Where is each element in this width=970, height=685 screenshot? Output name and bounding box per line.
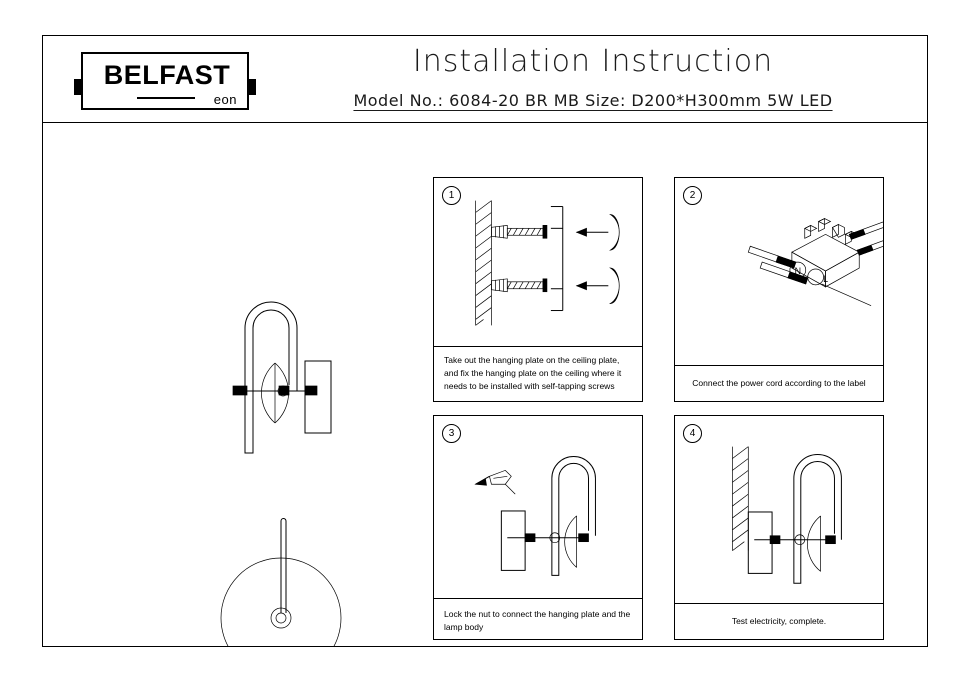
step-3-illustration: [434, 416, 642, 599]
step-number-2: 2: [683, 186, 702, 205]
brand-sub-name: eon: [213, 92, 237, 107]
wall-anchor-upper: [491, 225, 507, 238]
nut-tool: [476, 470, 516, 494]
page-title: Installation Instruction: [412, 44, 774, 79]
neutral-marker: [790, 262, 806, 278]
sheet-frame: [42, 35, 928, 647]
step-number-4: 4: [683, 424, 702, 443]
step-4-illustration: [675, 416, 883, 604]
wire-right-lower: [857, 236, 883, 255]
step-number-3: 3: [442, 424, 461, 443]
step-1-illustration: [434, 178, 642, 346]
wire-left-upper: [748, 246, 796, 268]
wall-anchor-lower: [491, 279, 507, 292]
logo-tab-left-icon: [74, 79, 83, 95]
model-spec-line: Model No.: 6084-20 BR MB Size: D200*H300mm 5W LED: [353, 91, 833, 110]
step-panel-3: [433, 415, 643, 640]
sheet-body: [43, 123, 927, 646]
step-number-1: 1: [442, 186, 461, 205]
wire-label-n: N: [794, 265, 802, 276]
wall-lamp-top-view: [221, 519, 341, 647]
screw-upper: [507, 225, 547, 238]
wall-lamp-side-view: [233, 302, 331, 453]
logo-divider: [137, 97, 195, 99]
step-4-caption: Test electricity, complete.: [675, 603, 883, 639]
step-2-caption: Connect the power cord according to the label: [675, 365, 883, 401]
step-2-illustration: [675, 178, 883, 366]
brand-logo: [81, 52, 249, 110]
step-1-caption: Take out the hanging plate on the ceiling plate, and fix the hanging plate on the ceiling where it needs to be installed with self-tapping screws: [434, 346, 642, 401]
product-views: [43, 123, 433, 646]
step-panel-2: [674, 177, 884, 402]
arrow-upper: [577, 228, 609, 236]
step-3-caption: Lock the nut to connect the hanging plate and the lamp body: [434, 598, 642, 639]
wire-label-l: L: [823, 273, 829, 284]
brand-name: BELFAST: [103, 60, 231, 90]
step-panel-4: [674, 415, 884, 640]
wire-right-upper: [849, 220, 883, 239]
wall-lamp-drawings: [43, 123, 433, 646]
screw-lower: [507, 279, 547, 292]
step-panel-1: [433, 177, 643, 402]
sheet-header: [43, 36, 927, 123]
arrow-lower: [577, 282, 609, 290]
